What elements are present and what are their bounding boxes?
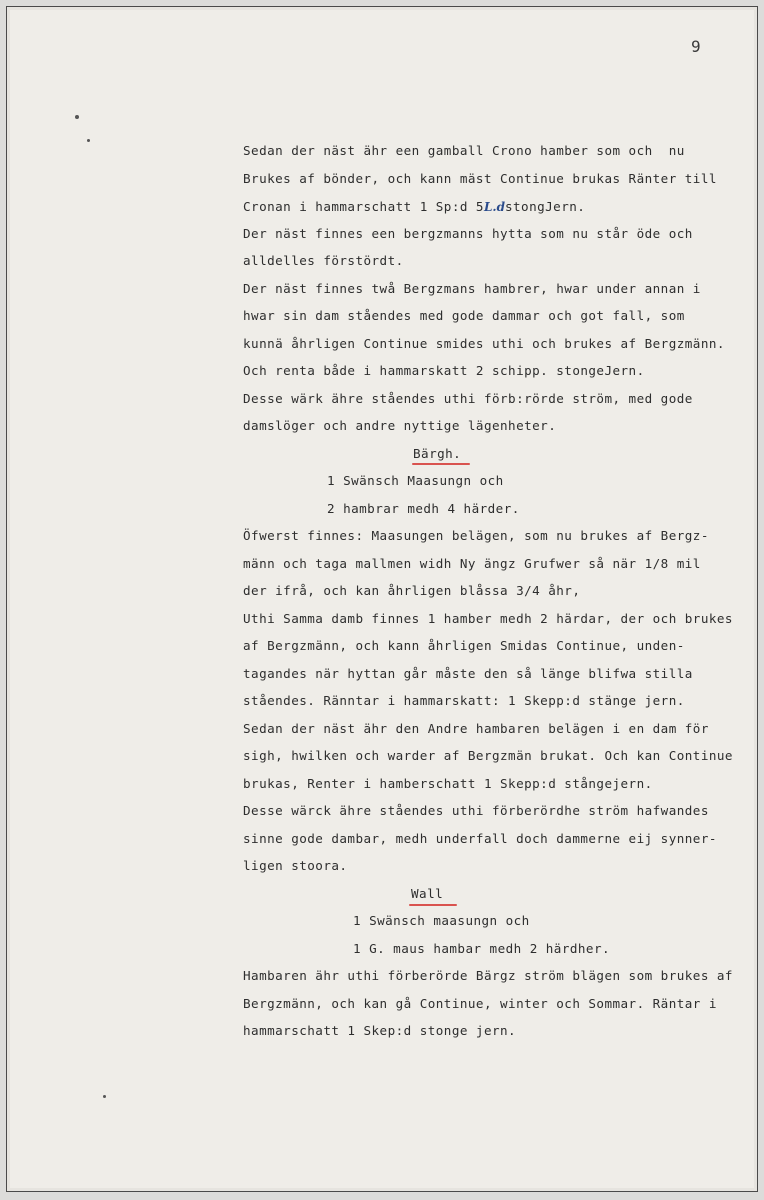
text-line: männ och taga mallmen widh Ny ängz Grufwer så när 1/8 mil (243, 556, 701, 571)
section-heading-wall: Wall (411, 886, 444, 901)
text-line: Och renta både i hammarskatt 2 schipp. stongeJern. (243, 363, 645, 378)
text-line: ligen stoora. (243, 858, 348, 873)
text-line: ståendes. Ränntar i hammarskatt: 1 Skepp:d stänge jern. (243, 693, 685, 708)
text-segment: Cronan i hammarschatt 1 Sp:d 5 (243, 199, 484, 214)
document-page (6, 6, 758, 1192)
text-line: sigh, hwilken och warder af Bergzmän brukat. Och kan Continue (243, 748, 733, 763)
text-line: Der näst finnes een bergzmanns hytta som nu står öde och (243, 226, 693, 241)
text-segment: stongJern. (504, 199, 586, 214)
text-line (243, 199, 585, 214)
text-line: damslöger och andre nyttige lägenheter. (243, 418, 557, 433)
text-line: Sedan der näst ähr een gamball Crono hamber som och nu (243, 143, 685, 158)
text-line: der ifrå, och kan åhrligen blåssa 3/4 åhr, (243, 583, 581, 598)
text-line: Uthi Samma damb finnes 1 hamber medh 2 härdar, der och brukes (243, 611, 733, 626)
margin-mark (75, 115, 79, 119)
text-line: af Bergzmänn, och kann åhrligen Smidas Continue, unden- (243, 638, 685, 653)
text-line: Der näst finnes twå Bergzmans hambrer, hwar under annan i (243, 281, 701, 296)
handwritten-insert: L.d (483, 200, 505, 214)
text-line: Bergzmänn, och kan gå Continue, winter och Sommar. Räntar i (243, 996, 717, 1011)
text-line: Sedan der näst ähr den Andre hambaren belägen i en dam för (243, 721, 709, 736)
text-line: hwar sin dam ståendes med gode dammar och got fall, som (243, 308, 685, 323)
page-number: 9 (691, 37, 701, 56)
text-line: Brukes af bönder, och kann mäst Continue brukas Ränter till (243, 171, 717, 186)
section-heading-bargh: Bärgh. (413, 446, 462, 461)
text-line: brukas, Renter i hamberschatt 1 Skepp:d stångejern. (243, 776, 653, 791)
item-line: 1 G. maus hambar medh 2 härdher. (353, 941, 611, 956)
text-line: Desse wärck ähre ståendes uthi förberördhe ström hafwandes (243, 803, 709, 818)
item-line: 1 Swänsch Maasungn och (327, 473, 504, 488)
item-line: 1 Swänsch maasungn och (353, 913, 530, 928)
margin-mark (103, 1095, 106, 1098)
text-line: alldelles förstördt. (243, 253, 404, 268)
text-line: kunnä åhrligen Continue smides uthi och brukes af Bergzmänn. (243, 336, 725, 351)
text-line: Öfwerst finnes: Maasungen belägen, som nu brukes af Bergz- (243, 528, 709, 543)
text-line: hammarschatt 1 Skep:d stonge jern. (243, 1023, 517, 1038)
margin-mark (87, 139, 90, 142)
red-underline (412, 463, 470, 465)
item-line: 2 hambrar medh 4 härder. (327, 501, 520, 516)
text-line: sinne gode dambar, medh underfall doch dammerne eij synner- (243, 831, 717, 846)
text-line: Hambaren ähr uthi förberörde Bärgz ström blägen som brukes af (243, 968, 733, 983)
text-line: tagandes när hyttan går måste den så länge blifwa stilla (243, 666, 693, 681)
red-underline (409, 904, 457, 906)
text-line: Desse wärk ähre ståendes uthi förb:rörde ström, med gode (243, 391, 693, 406)
